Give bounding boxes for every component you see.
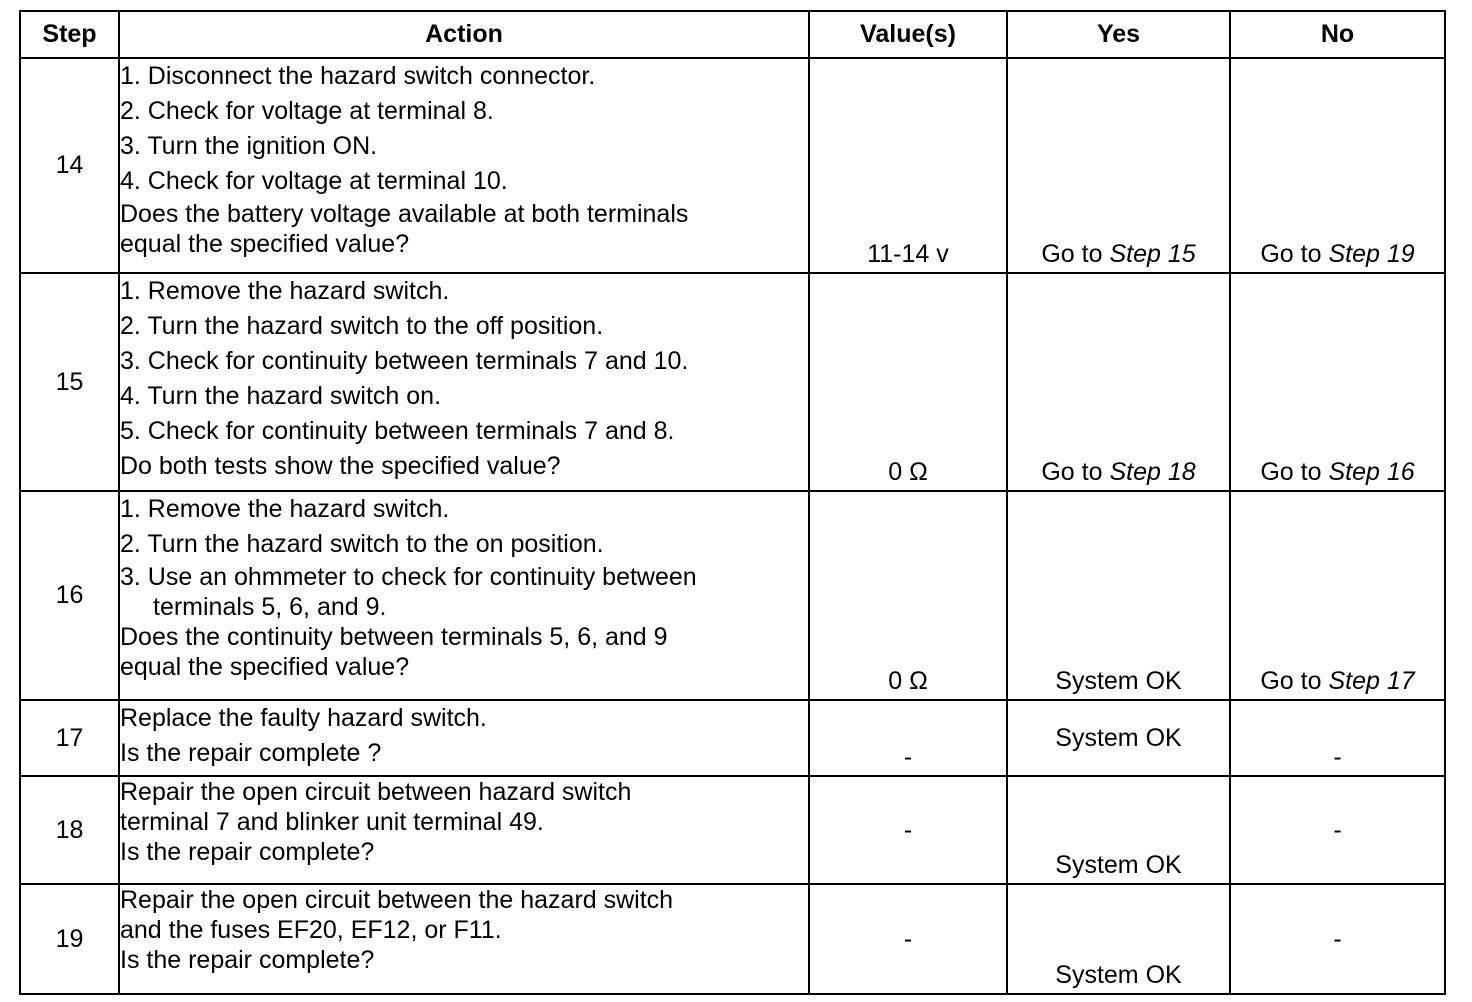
action-line: 4. Check for voltage at terminal 10.	[120, 167, 508, 195]
question-line: Is the repair complete?	[120, 838, 375, 866]
action-line: 4. Turn the hazard switch on.	[120, 382, 442, 410]
action-line: Replace the faulty hazard switch.	[120, 704, 487, 732]
value-cell: 0 Ω	[809, 491, 1007, 700]
no-cell: -	[1230, 776, 1445, 884]
no-cell: -	[1230, 700, 1445, 776]
action-line: 2. Turn the hazard switch to the off position.	[120, 312, 604, 340]
no-prefix: Go to	[1260, 458, 1322, 486]
action-cell	[119, 491, 809, 700]
header-action: Action	[119, 11, 809, 58]
no-cell	[1230, 273, 1445, 491]
action-cell	[119, 700, 809, 776]
action-line: 2. Turn the hazard switch to the on position.	[120, 530, 604, 558]
yes-cell: System OK	[1007, 491, 1230, 700]
action-line: 3. Check for continuity between terminals 7 and 10.	[120, 347, 689, 375]
yes-prefix: Go to	[1041, 240, 1103, 268]
yes-cell: System OK	[1007, 884, 1230, 994]
action-cell	[119, 884, 809, 994]
step-number: 17	[20, 700, 119, 776]
table-row	[20, 884, 1445, 994]
action-line: and the fuses EF20, EF12, or F11.	[120, 916, 502, 944]
question-line: Does the battery voltage available at both terminals	[120, 200, 689, 228]
yes-step-link: Step 15	[1109, 240, 1196, 268]
step-number: 16	[20, 491, 119, 700]
action-line: 3. Turn the ignition ON.	[120, 132, 378, 160]
header-yes: Yes	[1007, 11, 1230, 58]
action-line: 5. Check for continuity between terminals 7 and 8.	[120, 417, 675, 445]
table-row	[20, 700, 1445, 776]
question-line: equal the specified value?	[120, 230, 410, 258]
step-number: 18	[20, 776, 119, 884]
no-cell: -	[1230, 884, 1445, 994]
yes-prefix: Go to	[1041, 458, 1103, 486]
no-cell	[1230, 58, 1445, 273]
question-line: Do both tests show the specified value?	[120, 452, 561, 480]
action-line: 1. Remove the hazard switch.	[120, 495, 450, 523]
step-number: 14	[20, 58, 119, 273]
table-row	[20, 491, 1445, 700]
table-row	[20, 273, 1445, 491]
yes-cell	[1007, 273, 1230, 491]
yes-cell	[1007, 58, 1230, 273]
action-line: Repair the open circuit between hazard switch	[120, 778, 632, 806]
no-prefix: Go to	[1260, 240, 1322, 268]
step-number: 19	[20, 884, 119, 994]
header-no: No	[1230, 11, 1445, 58]
yes-step-link: Step 18	[1109, 458, 1196, 486]
value-cell: -	[809, 776, 1007, 884]
header-values: Value(s)	[809, 11, 1007, 58]
action-cell	[119, 273, 809, 491]
value-cell: -	[809, 884, 1007, 994]
value-cell: 0 Ω	[809, 273, 1007, 491]
action-line: terminal 7 and blinker unit terminal 49.	[120, 808, 544, 836]
action-line: 3. Use an ohmmeter to check for continuity between	[120, 563, 697, 591]
no-step-link: Step 19	[1328, 240, 1415, 268]
action-line: terminals 5, 6, and 9.	[153, 593, 387, 621]
no-step-link: Step 17	[1328, 667, 1415, 695]
header-step: Step	[20, 11, 119, 58]
value-cell: 11-14 v	[809, 58, 1007, 273]
question-line: Does the continuity between terminals 5, 6, and 9	[120, 623, 668, 651]
action-line: 2. Check for voltage at terminal 8.	[120, 97, 494, 125]
action-line: 1. Disconnect the hazard switch connector.	[120, 62, 596, 90]
question-line: equal the specified value?	[120, 653, 410, 681]
no-cell	[1230, 491, 1445, 700]
action-line: Repair the open circuit between the hazard switch	[120, 886, 674, 914]
header-row	[20, 11, 1445, 58]
action-cell	[119, 58, 809, 273]
no-prefix: Go to	[1260, 667, 1322, 695]
value-cell: -	[809, 700, 1007, 776]
yes-cell: System OK	[1007, 700, 1230, 776]
question-line: Is the repair complete ?	[120, 739, 382, 767]
diagnostic-table	[19, 10, 1446, 995]
action-cell	[119, 776, 809, 884]
table-row	[20, 776, 1445, 884]
question-line: Is the repair complete?	[120, 946, 375, 974]
yes-cell: System OK	[1007, 776, 1230, 884]
step-number: 15	[20, 273, 119, 491]
action-line: 1. Remove the hazard switch.	[120, 277, 450, 305]
table-row	[20, 58, 1445, 273]
no-step-link: Step 16	[1328, 458, 1415, 486]
